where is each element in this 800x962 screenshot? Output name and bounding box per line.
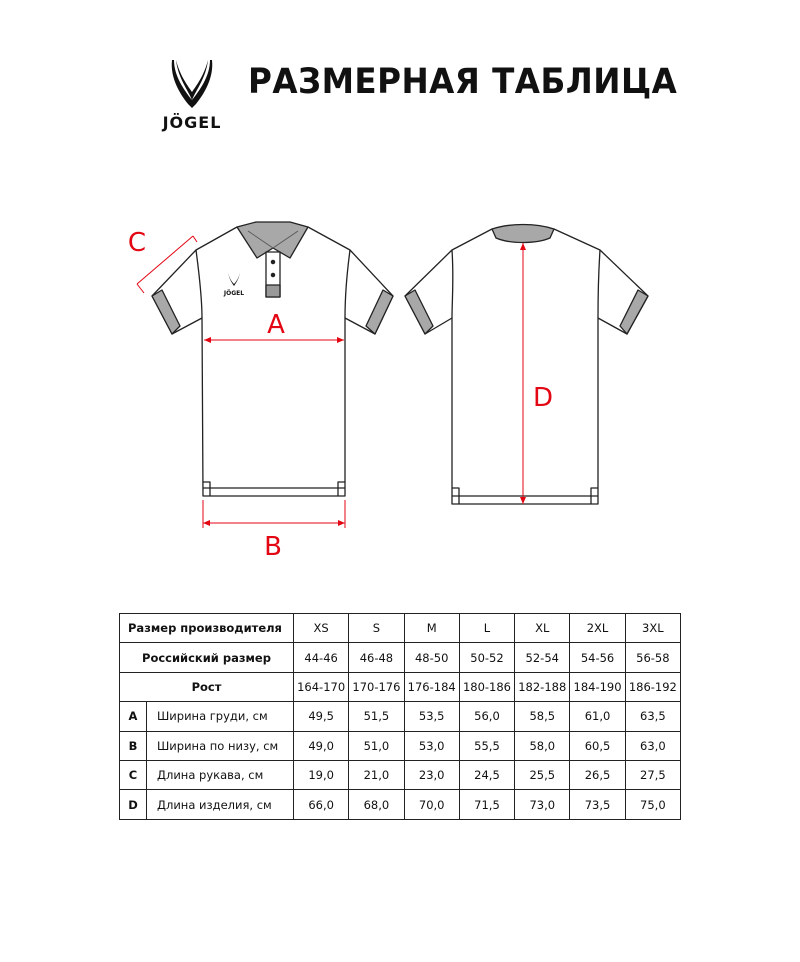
table-cell: L	[459, 614, 514, 643]
dimension-b-line	[203, 500, 345, 528]
dimension-b-label: B	[264, 532, 282, 562]
dimension-d-label: D	[532, 383, 554, 413]
table-cell: M	[404, 614, 459, 643]
table-row-russian-size	[120, 643, 681, 672]
table-cell: 66,0	[294, 790, 349, 819]
polo-back-drawing	[405, 225, 648, 505]
chest-logo-text: JÖGEL	[223, 290, 245, 297]
table-cell: 49,0	[294, 731, 349, 760]
table-cell: 19,0	[294, 760, 349, 789]
table-cell: 52-54	[515, 643, 570, 672]
page-title: РАЗМЕРНАЯ ТАБЛИЦА	[248, 62, 678, 102]
table-cell: 73,5	[570, 790, 625, 819]
table-row-measurement-b	[120, 731, 681, 760]
table-header-height: Рост	[120, 672, 294, 701]
table-row-measurement-a	[120, 702, 681, 731]
table-cell: 54-56	[570, 643, 625, 672]
table-cell: 63,5	[625, 702, 680, 731]
table-cell: 3XL	[625, 614, 680, 643]
table-cell: 184-190	[570, 672, 625, 701]
measurement-label: Длина изделия, см	[147, 790, 294, 819]
table-cell: 186-192	[625, 672, 680, 701]
table-cell: 63,0	[625, 731, 680, 760]
table-cell: 49,5	[294, 702, 349, 731]
table-row-manufacturer-size	[120, 614, 681, 643]
table-cell: 70,0	[404, 790, 459, 819]
table-cell: 56-58	[625, 643, 680, 672]
table-row-measurement-d	[120, 790, 681, 819]
table-cell: 25,5	[515, 760, 570, 789]
brand-name: JÖGEL	[162, 113, 222, 132]
table-cell: 68,0	[349, 790, 404, 819]
table-cell: S	[349, 614, 404, 643]
table-cell: 71,5	[459, 790, 514, 819]
table-header-russian-size: Российский размер	[120, 643, 294, 672]
table-cell: 23,0	[404, 760, 459, 789]
table-cell: 75,0	[625, 790, 680, 819]
table-cell: 61,0	[570, 702, 625, 731]
measurement-label: Ширина груди, см	[147, 702, 294, 731]
table-row-measurement-c	[120, 760, 681, 789]
table-row-height	[120, 672, 681, 701]
table-cell: 58,0	[515, 731, 570, 760]
table-header-manufacturer-size: Размер производителя	[120, 614, 294, 643]
table-cell: 53,5	[404, 702, 459, 731]
table-cell: 55,5	[459, 731, 514, 760]
table-cell: 73,0	[515, 790, 570, 819]
table-cell: 51,5	[349, 702, 404, 731]
measurement-letter: B	[120, 731, 147, 760]
table-cell: 53,0	[404, 731, 459, 760]
table-cell: 48-50	[404, 643, 459, 672]
table-cell: 182-188	[515, 672, 570, 701]
dimension-a-label: A	[267, 310, 285, 340]
table-cell: 180-186	[459, 672, 514, 701]
measurement-letter: D	[120, 790, 147, 819]
table-cell: 27,5	[625, 760, 680, 789]
table-cell: 24,5	[459, 760, 514, 789]
table-cell: 164-170	[294, 672, 349, 701]
measurement-letter: C	[120, 760, 147, 789]
table-cell: 58,5	[515, 702, 570, 731]
table-cell: 60,5	[570, 731, 625, 760]
table-cell: 170-176	[349, 672, 404, 701]
table-cell: XS	[294, 614, 349, 643]
table-cell: 26,5	[570, 760, 625, 789]
table-cell: 50-52	[459, 643, 514, 672]
size-table	[119, 613, 681, 820]
dimension-c-label: C	[127, 228, 147, 258]
table-cell: 46-48	[349, 643, 404, 672]
measurement-label: Длина рукава, см	[147, 760, 294, 789]
table-cell: 21,0	[349, 760, 404, 789]
measurement-label: Ширина по низу, см	[147, 731, 294, 760]
table-cell: 44-46	[294, 643, 349, 672]
polo-front-drawing	[152, 222, 393, 496]
table-cell: XL	[515, 614, 570, 643]
table-cell: 56,0	[459, 702, 514, 731]
table-cell: 2XL	[570, 614, 625, 643]
measurement-letter: A	[120, 702, 147, 731]
table-cell: 176-184	[404, 672, 459, 701]
table-cell: 51,0	[349, 731, 404, 760]
